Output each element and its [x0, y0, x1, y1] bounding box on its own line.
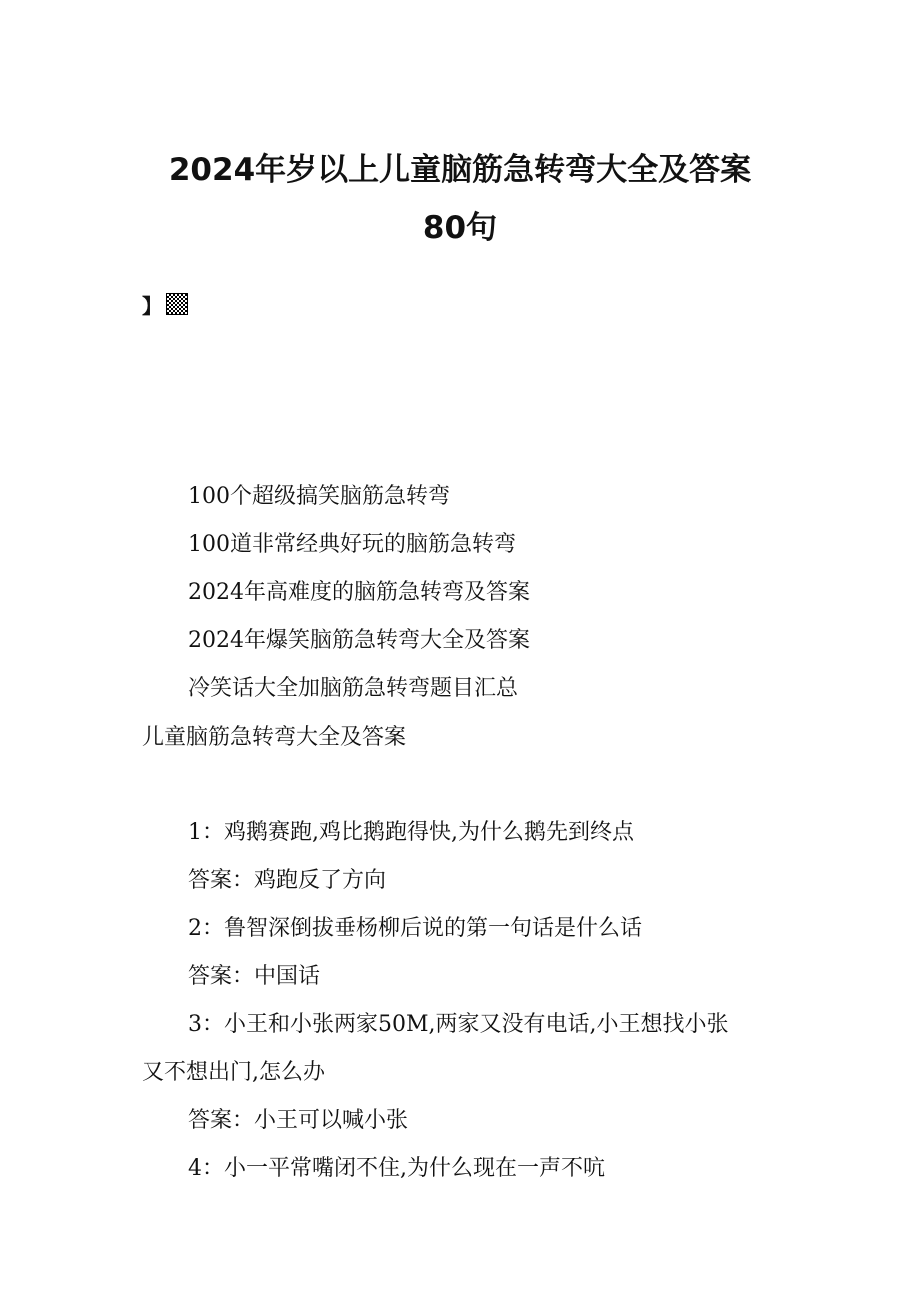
section-heading: 儿童脑筋急转弯大全及答案 [142, 725, 407, 750]
document-title-line-1: 2024年岁以上儿童脑筋急转弯大全及答案 [168, 152, 752, 188]
related-link-3[interactable]: 2024年高难度的脑筋急转弯及答案 [188, 580, 530, 605]
question-3-line-1: 3：小王和小张两家50M,两家又没有电话,小王想找小张 [188, 1012, 729, 1037]
related-link-1[interactable]: 100个超级搞笑脑筋急转弯 [188, 484, 450, 509]
related-link-2[interactable]: 100道非常经典好玩的脑筋急转弯 [188, 532, 516, 557]
question-2: 2：鲁智深倒拔垂杨柳后说的第一句话是什么话 [188, 916, 642, 941]
answer-1: 答案：鸡跑反了方向 [188, 868, 387, 893]
answer-3: 答案：小王可以喊小张 [188, 1108, 409, 1133]
related-link-4[interactable]: 2024年爆笑脑筋急转弯大全及答案 [188, 628, 530, 653]
question-4: 4：小一平常嘴闭不住,为什么现在一声不吭 [188, 1156, 605, 1181]
answer-2: 答案：中国话 [188, 964, 321, 989]
question-1: 1：鸡鹅赛跑,鸡比鹅跑得快,为什么鹅先到终点 [188, 820, 634, 845]
checker-icon [166, 293, 188, 315]
question-3-line-2: 又不想出门,怎么办 [142, 1060, 325, 1085]
marker-bracket: 】 [142, 293, 162, 318]
document-title-line-2: 80句 [422, 210, 498, 246]
section-marker [142, 290, 188, 318]
related-link-5[interactable]: 冷笑话大全加脑筋急转弯题目汇总 [188, 676, 519, 701]
